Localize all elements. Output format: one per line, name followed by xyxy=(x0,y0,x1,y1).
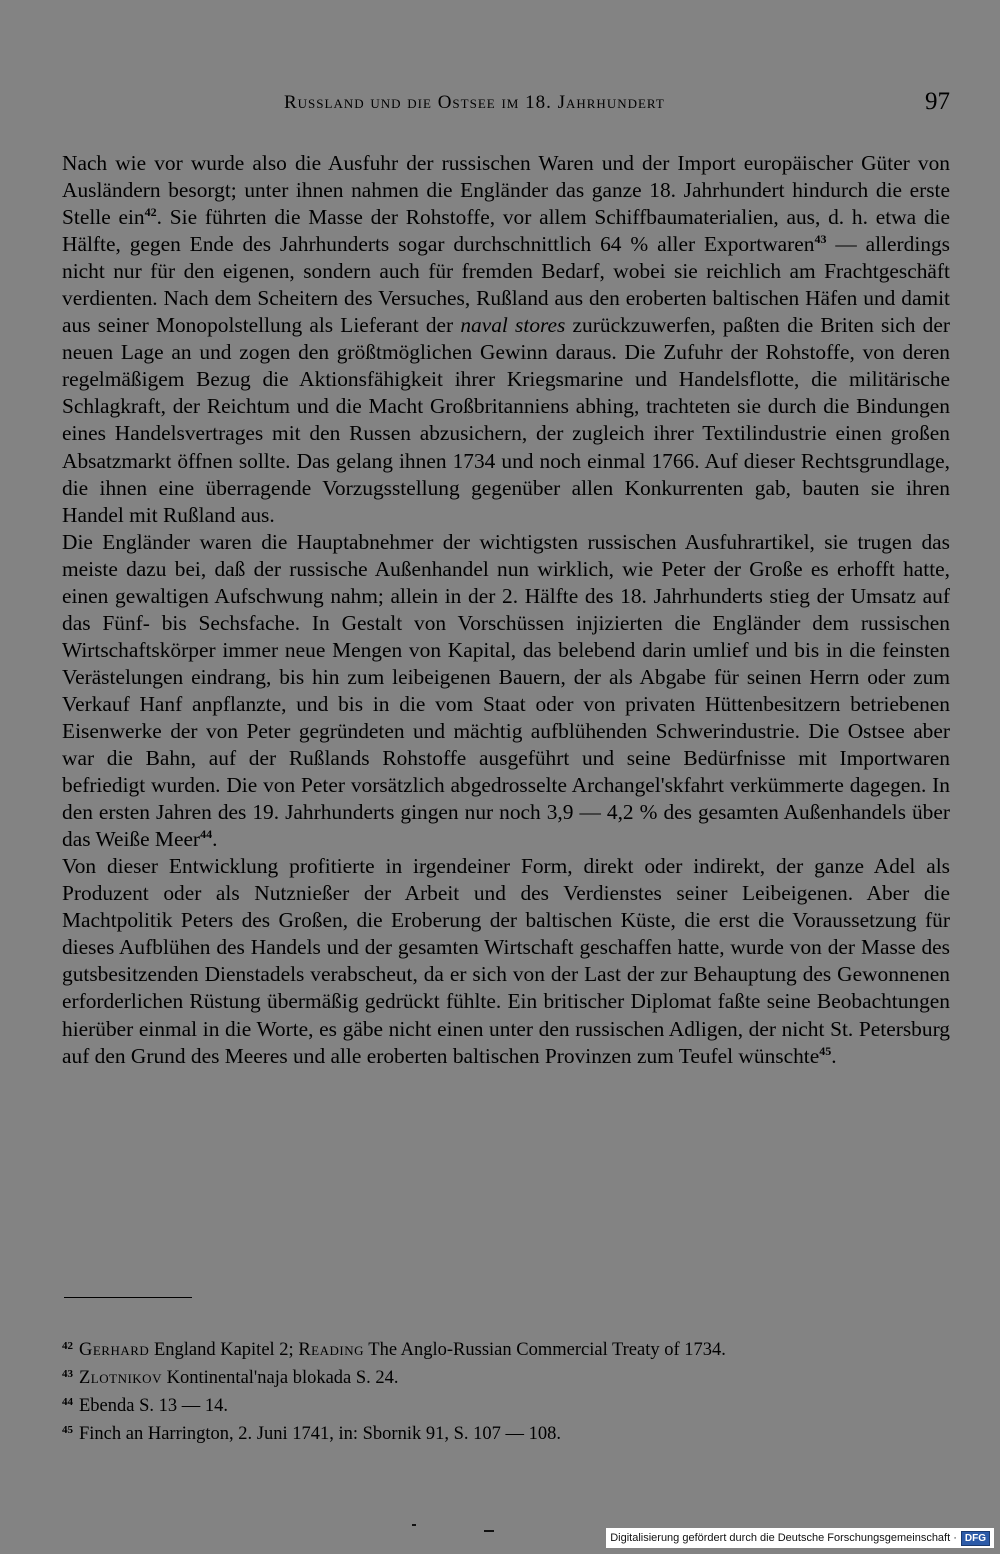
paragraph-1-part-a: Nach wie vor wurde also die Ausfuhr der russischen Waren und der Import europäischer Güter von Ausländern besorgt; unter ihnen nahmen die Engländer das ganze 18. Jahrhundert hindurch die erste Stelle ein xyxy=(62,151,950,230)
footnote-42 xyxy=(62,1334,950,1362)
footnote-text: Kontinental'naja blokada S. 24. xyxy=(161,1368,399,1388)
paragraph-2-part-b: . xyxy=(212,827,218,852)
footnote-author: Gerhard xyxy=(79,1340,150,1360)
running-head: Russland und die Ostsee im 18. Jahrhundert xyxy=(284,92,665,113)
scan-speck xyxy=(412,1524,416,1526)
footnote-text: Finch an Harrington, 2. Juni 1741, in: Sbornik 91, S. 107 — 108. xyxy=(79,1424,562,1444)
body-text xyxy=(62,150,950,1070)
paragraph-1-part-b: . Sie führten die Masse der Rohstoffe, vor allem Schiffbaumaterialien, aus, d. h. etwa die Hälfte, gegen Ende des Jahrhunderts sogar durchschnittlich 64 % aller Exportwaren xyxy=(62,205,950,257)
footnote-divider xyxy=(64,1297,192,1298)
footnote-number: 44 xyxy=(62,1396,73,1408)
footnote-45 xyxy=(62,1418,950,1446)
paragraph-1-part-d: zurückzuwerfen, paßten die Briten sich der neuen Lage an und zogen den größtmöglichen Gewinn daraus. Die Zufuhr der Rohstoffe, von deren regelmäßigem Bezug die Aktionsfähigkeit ihrer Kriegsmarine und Handelsflotte, die militärische Schlagkraft, der Reichtum und die Macht Großbritanniens abhing, trachteten sie durch die Bindungen eines Handelsvertrages mit den Russen abzusichern, der zugleich ihrer Textilindustrie einen großen Absatzmarkt öffnen sollte. Das gelang ihnen 1734 und noch einmal 1766. Auf dieser Rechtsgrundlage, die ihnen eine überragende Vorzugsstellung gegenüber allen Konkurrenten gab, bauten sie ihren Handel mit Rußland aus. xyxy=(62,313,950,527)
footnote-ref-44: 44 xyxy=(200,827,213,842)
dfg-banner xyxy=(606,1528,994,1548)
footnote-text: England Kapitel 2; xyxy=(149,1340,299,1360)
paragraph-3 xyxy=(62,853,950,1069)
paragraph-3-part-a: Von dieser Entwicklung profitierte in irgendeiner Form, direkt oder indirekt, der ganze Adel als Produzent oder als Nutznießer der Arbeit und des Verdienstes seiner Leibeigenen. Aber die Machtpolitik Peters des Großen, die Eroberung der baltischen Küste, die erst die Voraussetzung für dieses Aufblühen des Handels und der gesamten Wirtschaft geschaffen hatte, wurde von der Masse des gutsbesitzenden Dienstadels verabscheut, da er sich von der Last der zur Behauptung des Gewonnenen erforderlichen Rüstung übermäßig gedrückt fühlte. Ein britischer Diplomat faßte seine Beobachtungen hierüber einmal in die Worte, es gäbe nicht einen unter den russischen Adligen, der nicht St. Petersburg auf den Grund des Meeres und alle eroberten baltischen Provinzen zum Teufel wünschte xyxy=(62,854,950,1068)
footnote-43 xyxy=(62,1362,950,1390)
footnote-number: 42 xyxy=(62,1340,73,1352)
footnote-author: Zlotnikov xyxy=(79,1368,162,1388)
paragraph-1 xyxy=(62,150,950,529)
footnote-text: Ebenda S. 13 — 14. xyxy=(79,1396,229,1416)
footnote-ref-45: 45 xyxy=(819,1043,832,1058)
footnote-text: The Anglo-Russian Commercial Treaty of 1734. xyxy=(363,1340,726,1360)
scan-specks xyxy=(400,1522,520,1532)
paragraph-2 xyxy=(62,529,950,854)
scan-speck xyxy=(484,1530,494,1532)
page-number: 97 xyxy=(925,88,950,115)
footnotes xyxy=(62,1334,950,1446)
footnote-author: Reading xyxy=(298,1340,364,1360)
italic-term: naval stores xyxy=(460,313,566,338)
dfg-banner-text: Digitalisierung gefördert durch die Deutsche Forschungsgemeinschaft · xyxy=(610,1532,957,1544)
footnote-ref-42: 42 xyxy=(144,205,157,220)
paragraph-3-part-b: . xyxy=(831,1043,837,1068)
page-header xyxy=(62,88,950,128)
footnote-44 xyxy=(62,1390,950,1418)
footnote-number: 43 xyxy=(62,1368,73,1380)
dfg-logo-icon: DFG xyxy=(961,1531,990,1546)
paragraph-1-part-c: — allerdings nicht nur für den eigenen, sondern auch für fremden Bedarf, wobei sie reichlich am Frachtgeschäft verdienten. Nach dem Scheitern des Versuches, Rußland aus den eroberten baltischen Häfen und damit aus seiner Monopolstellung als Lieferant der xyxy=(62,232,950,338)
paragraph-2-part-a: Die Engländer waren die Hauptabnehmer der wichtigsten russischen Ausfuhrartikel, sie trugen das meiste dazu bei, daß der russische Außenhandel nun wirklich, wie Peter der Große es erhofft hatte, einen gewaltigen Aufschwung nahm; allein in der 2. Hälfte des 18. Jahrhunderts stieg der Umsatz auf das Fünf- bis Sechsfache. In Gestalt von Vorschüssen injizierten die Engländer dem russischen Wirtschaftskörper immer neue Mengen von Kapital, das belebend darin umlief und bis in die feinsten Verästelungen eindrang, bis hin zum leibeigenen Bauern, der als Abgabe für seinen Herrn oder zum Verkauf Hanf anpflanzte, und bis in die vom Staat oder von privaten Hüttenbesitzern betriebenen Eisenwerke der von Peter gegründeten und mächtig aufblühenden Schwerindustrie. Die Ostsee aber war die Bahn, auf der Rußlands Rohstoffe ausgeführt und seine Bedürfnisse mit Importwaren befriedigt wurden. Die von Peter vorsätzlich abgedrosselte Archangel'skfahrt verkümmerte dagegen. In den ersten Jahren des 19. Jahrhunderts gingen nur noch 3,9 — 4,2 % des gesamten Außenhandels über das Weiße Meer xyxy=(62,529,950,852)
footnote-ref-43: 43 xyxy=(814,232,827,247)
footnote-number: 45 xyxy=(62,1424,73,1436)
